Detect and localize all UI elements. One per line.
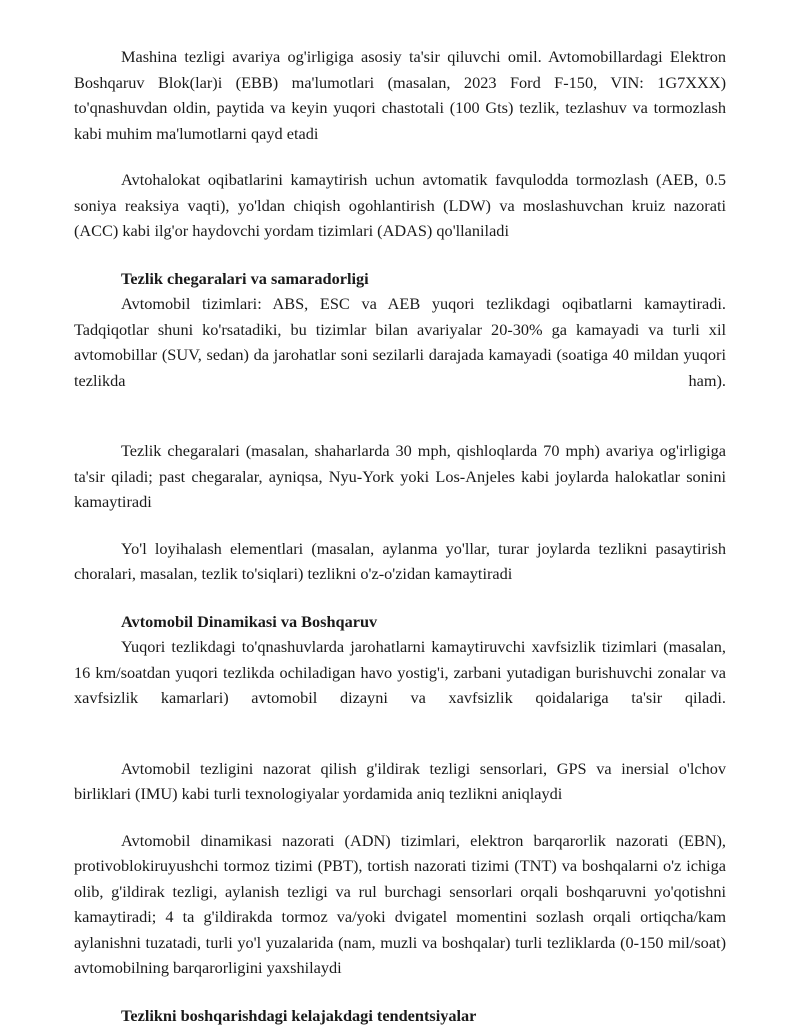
paragraph-road-design: Yo'l loyihalash elementlari (masalan, aylanma yo'llar, turar joylarda tezlikni pasaytirish choralari, masalan, tezlik to'siqlari) tezlikni o'z-o'zidan kamaytiradi [74, 538, 726, 583]
heading-future-trends: Tezlikni boshqarishdagi kelajakdagi tendentsiyalar [121, 1005, 477, 1025]
paragraph-adas: Avtohalokat oqibatlarini kamaytirish uchun avtomatik favqulodda tormozlash (AEB, 0.5 soniya reaksiya vaqti), yo'ldan chiqish ogohlantirish (LDW) va moslashuvchan kruiz nazorati (ACC) kabi ilg'or haydovchi yordam tizimlari (ADAS) qo'llaniladi [74, 170, 726, 240]
paragraph-ebb-data: Mashina tezligi avariya og'irligiga asosiy ta'sir qiluvchi omil. Avtomobillardagi Elektron Boshqaruv Blok(lar)i (EBB) ma'lumotlari (masalan, 2023 Ford F-150, VIN: 1G7XXX) to'qnashuvdan oldin, paytida va keyin yuqori chastotali (100 Gts) tezlik, tezlashuv va tormozlash kabi muhim ma'lumotlarni qayd etadi [74, 47, 726, 143]
paragraph-dynamics-control: Avtomobil dinamikasi nazorati (ADN) tizimlari, elektron barqarorlik nazorati (EBN), protivoblokiruyushchi tormoz tizimi (PBT), tortish nazorati tizimi (TNT) va boshqalarni o'z ichiga olib, g'ildirak tezligi, aylanish tezligi va rul burchagi sensorlari orqali boshqaruvni yo'qotishni kamaytiradi; 4 ta g'ildirakda tormoz va/yoki dvigatel momentini sozlash orqali ortiqcha/kam aylanishni tuzatadi, turli yo'l yuzalarida (nam, muzli va boshqalar) turli tezliklarda (0-150 mil/soat) avtomobilning barqarorligini yaxshilaydi [74, 830, 726, 977]
paragraph-safety-systems: Yuqori tezlikdagi to'qnashuvlarda jarohatlarni kamaytiruvchi xavfsizlik tizimlari (masalan, 16 km/soatdan yuqori tezlikda ochiladigan havo yostig'i, zarbani yutadigan burishuvchi zonalar va xavfsizlik kamarlari) avtomobil dizayni va xavfsizlik qoidalariga ta'sir qiladi. [74, 637, 726, 707]
heading-vehicle-dynamics: Avtomobil Dinamikasi va Boshqaruv [121, 611, 378, 631]
paragraph-speed-measurement: Avtomobil tezligini nazorat qilish g'ildirak tezligi sensorlari, GPS va inersial o'lchov birliklari (IMU) kabi turli texnologiyalar yordamida aniq tezlikni aniqlaydi [74, 758, 726, 803]
document-page [74, 44, 726, 1028]
heading-speed-limits: Tezlik chegaralari va samaradorligi [121, 268, 369, 288]
paragraph-vehicle-systems: Avtomobil tizimlari: ABS, ESC va AEB yuqori tezlikdagi oqibatlarni kamaytiradi. Tadqiqotlar shuni ko'rsatadiki, bu tizimlar bilan avariyalar 20-30% ga kamayadi va turli xil avtomobillar (SUV, sedan) da jarohatlar soni sezilarli darajada kamayadi (soatiga 40 mildan yuqori tezlikda ham). [74, 294, 726, 390]
paragraph-speed-limit-values: Tezlik chegaralari (masalan, shaharlarda 30 mph, qishloqlarda 70 mph) avariya og'irligiga ta'sir qiladi; past chegaralar, ayniqsa, Nyu-York yoki Los-Anjeles kabi joylarda halokatlar sonini kamaytiradi [74, 441, 726, 511]
